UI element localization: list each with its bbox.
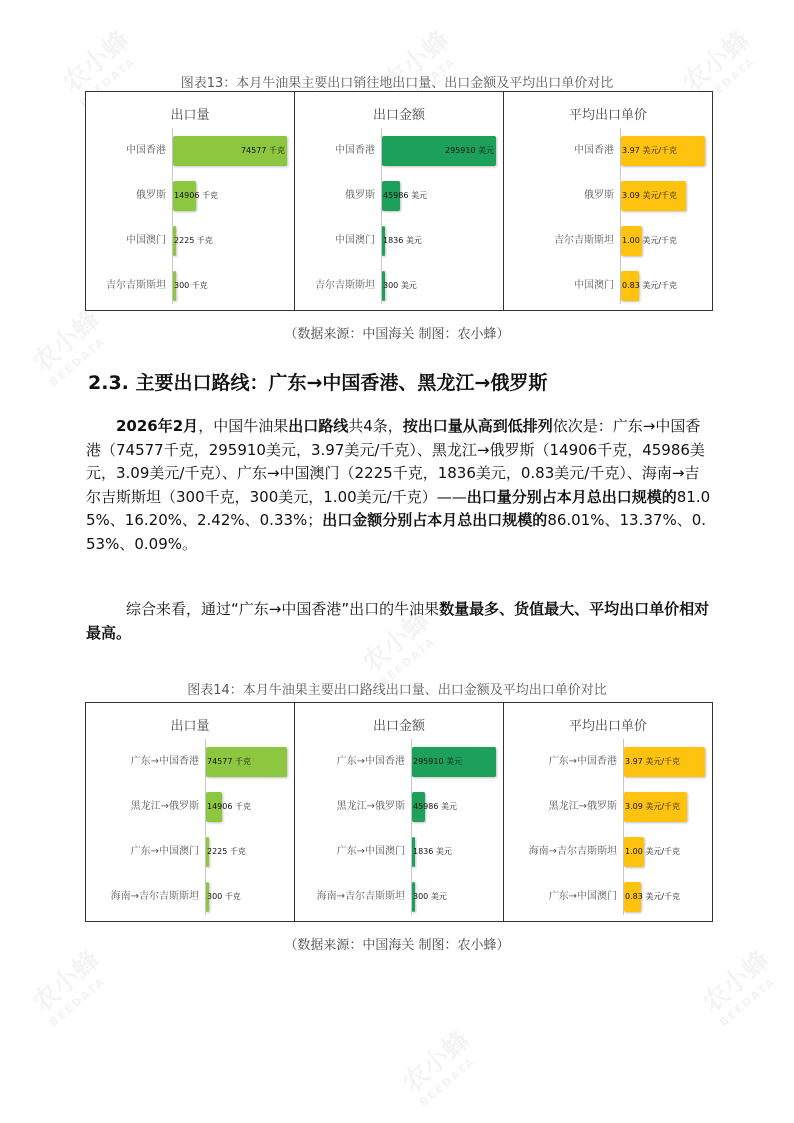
category-label: 海南→吉尔吉斯斯坦 xyxy=(528,846,617,857)
figure-13-source: （数据来源：中国海关 制图：农小蜂） xyxy=(284,327,510,342)
category-label: 中国香港 xyxy=(335,145,375,156)
figure-14-source: （数据来源：中国海关 制图：农小蜂） xyxy=(284,938,510,953)
data-label: 45986 美元 xyxy=(383,191,427,200)
data-label: 295910 美元 xyxy=(445,146,495,155)
figure-13-title: 图表13：本月牛油果主要出口销往地出口量、出口金额及平均出口单价对比 xyxy=(180,76,614,91)
text-run: 86.01%、13.37%、0.53%、0.09%。 xyxy=(86,511,707,553)
bar-row xyxy=(86,882,294,912)
bar-row xyxy=(295,271,503,301)
bar-row xyxy=(504,882,712,912)
chart-panel-2 xyxy=(503,703,712,921)
category-label: 吉尔吉斯斯坦 xyxy=(315,280,375,291)
data-label: 74577 千克 xyxy=(241,146,285,155)
bold-text-run: 出口路线 xyxy=(288,417,349,435)
bar-row xyxy=(295,136,503,166)
category-label: 中国香港 xyxy=(126,145,166,156)
bar-row xyxy=(295,837,503,867)
paragraph-summary xyxy=(86,598,712,645)
bar-row xyxy=(504,792,712,822)
bar-row xyxy=(295,226,503,256)
panel-title: 出口金额 xyxy=(372,719,425,734)
data-label: 1.00 美元/千克 xyxy=(622,236,678,245)
bar-row xyxy=(86,271,294,301)
watermark xyxy=(693,941,785,1029)
bar-row xyxy=(504,747,712,777)
data-label: 3.97 美元/千克 xyxy=(622,146,678,155)
bold-text-run: 2026年2月 xyxy=(116,417,199,435)
data-label: 1836 美元 xyxy=(383,236,422,245)
bar-row xyxy=(86,792,294,822)
bold-text-run: 出口金额分别占本月总出口规模的 xyxy=(322,511,548,529)
panel-title: 出口金额 xyxy=(372,108,425,123)
bar-row xyxy=(86,226,294,256)
text-run: 81.05%、16.20%、2.42%、0.33%； xyxy=(86,487,711,529)
bar-row xyxy=(295,792,503,822)
data-label: 1.00 美元/千克 xyxy=(625,847,681,856)
data-label: 0.83 美元/千克 xyxy=(625,892,681,901)
bold-text-run: 数量最多、货值最大、平均出口单价相对最高。 xyxy=(86,600,710,642)
category-label: 俄罗斯 xyxy=(345,190,375,201)
category-label: 黑龙江→俄罗斯 xyxy=(548,801,617,812)
panel-title: 出口量 xyxy=(170,719,210,734)
category-label: 俄罗斯 xyxy=(584,190,614,201)
data-label: 14906 千克 xyxy=(174,191,218,200)
figure-14-chart xyxy=(85,702,713,922)
bar-row xyxy=(86,181,294,211)
data-label: 3.97 美元/千克 xyxy=(625,757,681,766)
panel-title: 平均出口单价 xyxy=(568,719,647,734)
bar-row xyxy=(504,226,712,256)
watermark xyxy=(393,1021,485,1109)
data-label: 3.09 美元/千克 xyxy=(622,191,678,200)
bar-row xyxy=(295,747,503,777)
bar-row xyxy=(504,181,712,211)
panel-title: 出口量 xyxy=(170,108,210,123)
category-label: 中国澳门 xyxy=(574,280,614,291)
section-heading: 2.3. 主要出口路线：广东→中国香港、黑龙江→俄罗斯 xyxy=(88,372,548,394)
bar-row xyxy=(295,181,503,211)
category-label: 海南→吉尔吉斯斯坦 xyxy=(316,891,405,902)
figure-13-chart xyxy=(85,91,713,311)
chart-panel-0 xyxy=(86,703,294,921)
category-label: 广东→中国香港 xyxy=(130,756,199,767)
chart-panel-1 xyxy=(294,703,503,921)
category-label: 中国澳门 xyxy=(126,235,166,246)
category-label: 中国澳门 xyxy=(335,235,375,246)
paragraph-export-routes xyxy=(86,415,712,556)
data-label: 2225 千克 xyxy=(174,236,213,245)
category-label: 黑龙江→俄罗斯 xyxy=(130,801,199,812)
data-label: 74577 千克 xyxy=(207,757,251,766)
data-label: 45986 美元 xyxy=(413,802,457,811)
text-run: 依次是：广东→中国香港（74577千克，295910美元，3.97美元/千克）、黑龙江→俄罗斯（14906千克，45986美元，3.09美元/千克）、广东→中国澳门（2225千克，1836美元，0.83美元/千克）、海南→吉尔吉斯斯坦（300千克，300美元，1.00美元/千克）—— xyxy=(86,417,705,506)
figure-14-title: 图表14：本月牛油果主要出口路线出口量、出口金额及平均出口单价对比 xyxy=(187,683,607,698)
bar-row xyxy=(86,837,294,867)
category-label: 广东→中国澳门 xyxy=(130,846,199,857)
category-label: 黑龙江→俄罗斯 xyxy=(336,801,405,812)
category-label: 广东→中国香港 xyxy=(548,756,617,767)
watermark xyxy=(23,941,115,1029)
chart-panel-0 xyxy=(86,92,294,310)
data-label: 300 美元 xyxy=(413,892,447,901)
chart-panel-1 xyxy=(294,92,503,310)
data-label: 295910 美元 xyxy=(413,757,463,766)
bar-row xyxy=(504,271,712,301)
data-label: 0.83 美元/千克 xyxy=(622,281,678,290)
category-label: 吉尔吉斯斯坦 xyxy=(106,280,166,291)
category-label: 广东→中国澳门 xyxy=(548,891,617,902)
bar-row xyxy=(295,882,503,912)
text-run: ，中国牛油果 xyxy=(198,417,289,435)
data-label: 14906 千克 xyxy=(207,802,251,811)
bar-row xyxy=(86,136,294,166)
category-label: 广东→中国澳门 xyxy=(336,846,405,857)
data-label: 300 千克 xyxy=(174,281,208,290)
text-run: 共4条， xyxy=(348,417,403,435)
data-label: 300 美元 xyxy=(383,281,417,290)
bold-text-run: 出口量分别占本月总出口规模的 xyxy=(466,487,677,506)
data-label: 1836 美元 xyxy=(413,847,452,856)
text-run: 综合来看，通过“广东→中国香港”出口的牛油果 xyxy=(126,600,440,618)
category-label: 广东→中国香港 xyxy=(336,756,405,767)
category-label: 中国香港 xyxy=(574,145,614,156)
category-label: 俄罗斯 xyxy=(136,190,166,201)
data-label: 2225 千克 xyxy=(207,847,246,856)
panel-title: 平均出口单价 xyxy=(568,108,647,123)
bar-row xyxy=(504,136,712,166)
data-label: 3.09 美元/千克 xyxy=(625,802,681,811)
bold-text-run: 按出口量从高到低排列 xyxy=(402,417,553,435)
data-label: 300 千克 xyxy=(207,892,241,901)
bar-row xyxy=(504,837,712,867)
category-label: 吉尔吉斯斯坦 xyxy=(554,235,614,246)
chart-panel-2 xyxy=(503,92,712,310)
bar-row xyxy=(86,747,294,777)
category-label: 海南→吉尔吉斯斯坦 xyxy=(110,891,199,902)
